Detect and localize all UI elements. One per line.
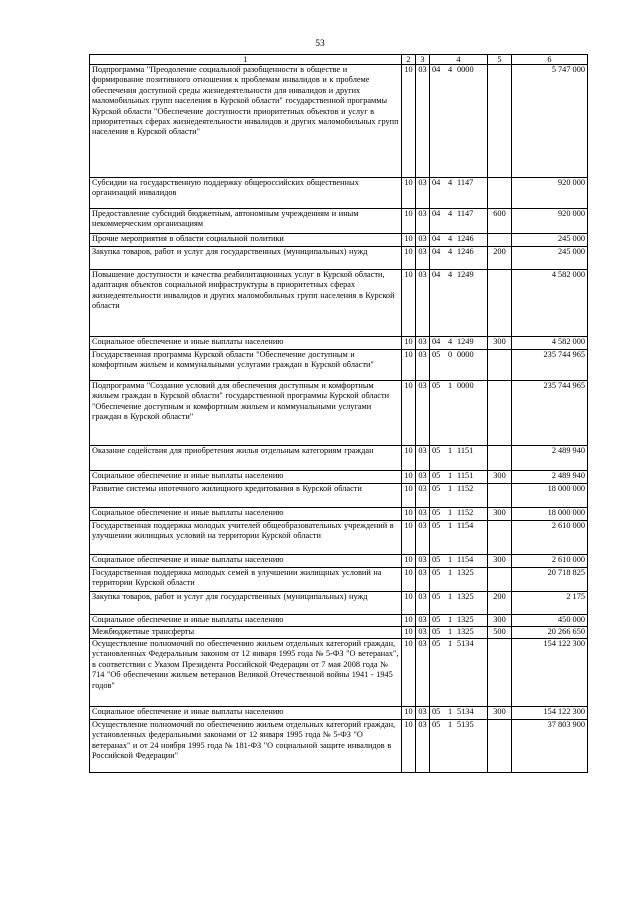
row-amount: 154 122 300 [512, 639, 588, 707]
column-number-row [90, 55, 588, 65]
row-name: Государственная поддержка молодых семей в улучшении жилищных условий на территории Курской области [90, 568, 402, 592]
target-article-code-part: 05 [432, 350, 441, 359]
row-amount: 235 744 965 [512, 350, 588, 381]
target-article-code-part: 04 [432, 270, 441, 279]
target-article-code-part: 1 [448, 446, 453, 455]
row-subsection-code: 03 [416, 568, 430, 592]
table-row [90, 592, 588, 615]
column-header: 5 [488, 55, 512, 65]
row-amount: 20 718 825 [512, 568, 588, 592]
row-subsection-code: 03 [416, 555, 430, 568]
table-row [90, 615, 588, 627]
row-name: Социальное обеспечение и иные выплаты населению [90, 337, 402, 350]
target-article-code-part: 4 [448, 65, 453, 74]
row-target-article-code: 04 4 1249 [430, 270, 488, 337]
row-subsection-code: 03 [416, 178, 430, 209]
target-article-code-part: 05 [432, 508, 441, 517]
row-amount: 2 175 [512, 592, 588, 615]
row-amount: 18 000 000 [512, 508, 588, 521]
table-row [90, 627, 588, 639]
column-header: 3 [416, 55, 430, 65]
row-expense-type-code [488, 568, 512, 592]
table-row [90, 209, 588, 234]
table-row [90, 555, 588, 568]
row-section-code: 10 [402, 247, 416, 270]
target-article-code-part: 04 [432, 337, 441, 346]
row-subsection-code: 03 [416, 270, 430, 337]
row-expense-type-code [488, 178, 512, 209]
row-target-article-code: 04 4 1249 [430, 337, 488, 350]
target-article-code-part: 04 [432, 178, 441, 187]
row-name: Межбюджетные трансферты [90, 627, 402, 639]
row-target-article-code: 05 1 1151 [430, 446, 488, 471]
row-subsection-code: 03 [416, 446, 430, 471]
row-expense-type-code: 500 [488, 627, 512, 639]
row-subsection-code: 03 [416, 508, 430, 521]
row-subsection-code: 03 [416, 615, 430, 627]
row-expense-type-code [488, 65, 512, 178]
target-article-code-part: 04 [432, 65, 441, 74]
row-name: Субсидии на государственную поддержку общероссийских общественных организаций инвалидов [90, 178, 402, 209]
row-section-code: 10 [402, 350, 416, 381]
target-article-code-part: 05 [432, 720, 441, 729]
row-amount: 920 000 [512, 209, 588, 234]
row-section-code: 10 [402, 592, 416, 615]
row-subsection-code: 03 [416, 209, 430, 234]
row-name: Социальное обеспечение и иные выплаты населению [90, 555, 402, 568]
table-row [90, 65, 588, 178]
row-section-code: 10 [402, 65, 416, 178]
row-subsection-code: 03 [416, 627, 430, 639]
row-name: Осуществление полномочий по обеспечению жильем отдельных категорий граждан, установленных федеральными законами от 12 января 1995 года № 5-ФЗ "О ветеранах" и от 24 ноября 1995 года № 181-ФЗ "О социальной защите инвалидов в Российской Федерации" [90, 720, 402, 773]
row-target-article-code: 05 1 1152 [430, 484, 488, 508]
target-article-code-part: 4 [448, 247, 453, 256]
row-amount: 37 803 900 [512, 720, 588, 773]
row-target-article-code: 05 1 1151 [430, 471, 488, 484]
column-header: 2 [402, 55, 416, 65]
target-article-code-part: 05 [432, 555, 441, 564]
row-expense-type-code: 300 [488, 471, 512, 484]
target-article-code-part: 1 [448, 555, 453, 564]
row-section-code: 10 [402, 209, 416, 234]
row-expense-type-code [488, 484, 512, 508]
row-name: Прочие мероприятия в области социальной политики [90, 234, 402, 247]
target-article-code-part: 05 [432, 521, 441, 530]
row-subsection-code: 03 [416, 521, 430, 555]
target-article-code-part: 1 [448, 639, 453, 648]
page-number: 53 [315, 39, 325, 49]
row-name: Подпрограмма "Преодоление социальной разобщенности в обществе и формирование позитивного отношения к проблемам инвалидов и к проблеме обеспечения доступной среды жизнедеятельности для инвалидов и других маломобильных групп населения в Курской области" государственной программы Курской области "Обеспечение доступности приоритетных объектов и услуг в приоритетных сферах жизнедеятельности инвалидов и других маломобильных групп населения в Курской области" [90, 65, 402, 178]
row-expense-type-code: 200 [488, 247, 512, 270]
row-section-code: 10 [402, 707, 416, 720]
row-amount: 920 000 [512, 178, 588, 209]
row-expense-type-code: 600 [488, 209, 512, 234]
target-article-code-part: 4 [448, 337, 453, 346]
row-section-code: 10 [402, 337, 416, 350]
row-target-article-code: 05 1 1325 [430, 627, 488, 639]
row-section-code: 10 [402, 521, 416, 555]
row-section-code: 10 [402, 178, 416, 209]
target-article-code-part: 05 [432, 707, 441, 716]
row-section-code: 10 [402, 508, 416, 521]
row-name: Социальное обеспечение и иные выплаты населению [90, 707, 402, 720]
table-row [90, 521, 588, 555]
table-row [90, 337, 588, 350]
row-expense-type-code: 300 [488, 508, 512, 521]
row-target-article-code: 05 1 1325 [430, 568, 488, 592]
table-row [90, 508, 588, 521]
row-subsection-code: 03 [416, 234, 430, 247]
row-subsection-code: 03 [416, 337, 430, 350]
row-subsection-code: 03 [416, 484, 430, 508]
row-target-article-code: 05 1 5134 [430, 707, 488, 720]
row-target-article-code: 05 1 1154 [430, 521, 488, 555]
row-expense-type-code: 300 [488, 337, 512, 350]
row-amount: 2 489 940 [512, 446, 588, 471]
row-section-code: 10 [402, 639, 416, 707]
row-target-article-code: 04 4 1147 [430, 178, 488, 209]
row-name: Социальное обеспечение и иные выплаты населению [90, 508, 402, 521]
target-article-code-part: 0 [448, 350, 453, 359]
row-amount: 245 000 [512, 234, 588, 247]
row-target-article-code: 05 1 1325 [430, 615, 488, 627]
target-article-code-part: 04 [432, 209, 441, 218]
row-expense-type-code [488, 350, 512, 381]
target-article-code-part: 05 [432, 484, 441, 493]
row-target-article-code: 05 0 0000 [430, 350, 488, 381]
row-section-code: 10 [402, 627, 416, 639]
row-target-article-code: 04 4 1246 [430, 247, 488, 270]
row-name: Оказание содействия для приобретения жилья отдельным категориям граждан [90, 446, 402, 471]
target-article-code-part: 1 [448, 720, 453, 729]
table-row [90, 234, 588, 247]
row-target-article-code: 05 1 0000 [430, 381, 488, 446]
row-expense-type-code [488, 446, 512, 471]
row-section-code: 10 [402, 270, 416, 337]
row-expense-type-code: 200 [488, 592, 512, 615]
target-article-code-part: 1 [448, 592, 453, 601]
column-header: 1 [90, 55, 402, 65]
row-amount: 2 489 940 [512, 471, 588, 484]
target-article-code-part: 1 [448, 381, 453, 390]
row-subsection-code: 03 [416, 381, 430, 446]
row-amount: 154 122 300 [512, 707, 588, 720]
target-article-code-part: 05 [432, 446, 441, 455]
table-row [90, 350, 588, 381]
budget-table [89, 54, 588, 773]
row-expense-type-code [488, 720, 512, 773]
row-subsection-code: 03 [416, 247, 430, 270]
row-section-code: 10 [402, 234, 416, 247]
row-subsection-code: 03 [416, 471, 430, 484]
target-article-code-part: 1 [448, 627, 453, 636]
column-header: 4 [430, 55, 488, 65]
table-row [90, 639, 588, 707]
target-article-code-part: 05 [432, 381, 441, 390]
row-target-article-code: 05 1 5135 [430, 720, 488, 773]
row-subsection-code: 03 [416, 720, 430, 773]
row-section-code: 10 [402, 381, 416, 446]
target-article-code-part: 1 [448, 707, 453, 716]
target-article-code-part: 1 [448, 508, 453, 517]
row-target-article-code: 04 4 1246 [430, 234, 488, 247]
table-row [90, 568, 588, 592]
target-article-code-part: 1 [448, 484, 453, 493]
target-article-code-part: 05 [432, 471, 441, 480]
row-subsection-code: 03 [416, 65, 430, 178]
row-amount: 245 000 [512, 247, 588, 270]
table-row [90, 446, 588, 471]
row-name: Государственная поддержка молодых учителей общеобразовательных учреждений в улучшении жилищных условий на территории Курской области [90, 521, 402, 555]
row-section-code: 10 [402, 568, 416, 592]
row-amount: 5 747 000 [512, 65, 588, 178]
row-name: Подпрограмма "Создание условий для обеспечения доступным и комфортным жильем граждан в Курской области" государственной программы Курской области "Обеспечение доступным и комфортным жильем и коммунальными услугами граждан в Курской области" [90, 381, 402, 446]
target-article-code-part: 4 [448, 270, 453, 279]
target-article-code-part: 05 [432, 627, 441, 636]
row-amount: 4 582 000 [512, 270, 588, 337]
row-target-article-code: 05 1 1154 [430, 555, 488, 568]
table-row [90, 247, 588, 270]
row-name: Развитие системы ипотечного жилищного кредитования в Курской области [90, 484, 402, 508]
row-expense-type-code [488, 234, 512, 247]
row-name: Закупка товаров, работ и услуг для государственных (муниципальных) нужд [90, 592, 402, 615]
target-article-code-part: 05 [432, 592, 441, 601]
table-row [90, 381, 588, 446]
target-article-code-part: 05 [432, 568, 441, 577]
row-amount: 2 610 000 [512, 521, 588, 555]
column-header: 6 [512, 55, 588, 65]
table-row [90, 270, 588, 337]
row-name: Социальное обеспечение и иные выплаты населению [90, 471, 402, 484]
row-subsection-code: 03 [416, 592, 430, 615]
row-section-code: 10 [402, 446, 416, 471]
row-subsection-code: 03 [416, 350, 430, 381]
row-section-code: 10 [402, 484, 416, 508]
row-target-article-code: 05 1 5134 [430, 639, 488, 707]
row-amount: 2 610 000 [512, 555, 588, 568]
row-expense-type-code [488, 381, 512, 446]
row-expense-type-code [488, 270, 512, 337]
target-article-code-part: 1 [448, 471, 453, 480]
row-name: Социальное обеспечение и иные выплаты населению [90, 615, 402, 627]
row-section-code: 10 [402, 471, 416, 484]
row-section-code: 10 [402, 615, 416, 627]
row-name: Государственная программа Курской области "Обеспечение доступным и комфортным жильем и коммунальными услугами граждан в Курской области" [90, 350, 402, 381]
row-name: Закупка товаров, работ и услуг для государственных (муниципальных) нужд [90, 247, 402, 270]
table-row [90, 484, 588, 508]
target-article-code-part: 05 [432, 639, 441, 648]
row-subsection-code: 03 [416, 707, 430, 720]
target-article-code-part: 4 [448, 234, 453, 243]
row-name: Осуществление полномочий по обеспечению жильем отдельных категорий граждан, установленных Федеральным законом от 12 января 1995 года № 5-ФЗ "О ветеранах", в соответствии с Указом Президента Российской Федерации от 7 мая 2008 года № 714 "Об обеспечении жильем ветеранов Великой Отечественной войны 1941 - 1945 годов" [90, 639, 402, 707]
table-row [90, 707, 588, 720]
row-target-article-code: 05 1 1152 [430, 508, 488, 521]
row-amount: 20 266 650 [512, 627, 588, 639]
row-expense-type-code [488, 639, 512, 707]
table-row [90, 471, 588, 484]
row-target-article-code: 04 4 1147 [430, 209, 488, 234]
row-section-code: 10 [402, 555, 416, 568]
row-name: Повышение доступности и качества реабилитационных услуг в Курской области, адаптация объектов социальной инфраструктуры в приоритетных сферах жизнедеятельности инвалидов и других маломобильных групп населения в Курской области [90, 270, 402, 337]
table-row [90, 178, 588, 209]
target-article-code-part: 04 [432, 234, 441, 243]
target-article-code-part: 4 [448, 209, 453, 218]
row-target-article-code: 05 1 1325 [430, 592, 488, 615]
target-article-code-part: 04 [432, 247, 441, 256]
row-amount: 450 000 [512, 615, 588, 627]
row-expense-type-code: 300 [488, 555, 512, 568]
row-expense-type-code: 300 [488, 615, 512, 627]
target-article-code-part: 05 [432, 615, 441, 624]
row-amount: 4 582 000 [512, 337, 588, 350]
row-expense-type-code: 300 [488, 707, 512, 720]
row-subsection-code: 03 [416, 639, 430, 707]
target-article-code-part: 4 [448, 178, 453, 187]
table-row [90, 720, 588, 773]
row-expense-type-code [488, 521, 512, 555]
row-section-code: 10 [402, 720, 416, 773]
target-article-code-part: 1 [448, 568, 453, 577]
target-article-code-part: 1 [448, 615, 453, 624]
target-article-code-part: 1 [448, 521, 453, 530]
row-name: Предоставление субсидий бюджетным, автономным учреждениям и иным некоммерческим организациям [90, 209, 402, 234]
row-target-article-code: 04 4 0000 [430, 65, 488, 178]
row-amount: 18 000 000 [512, 484, 588, 508]
row-amount: 235 744 965 [512, 381, 588, 446]
